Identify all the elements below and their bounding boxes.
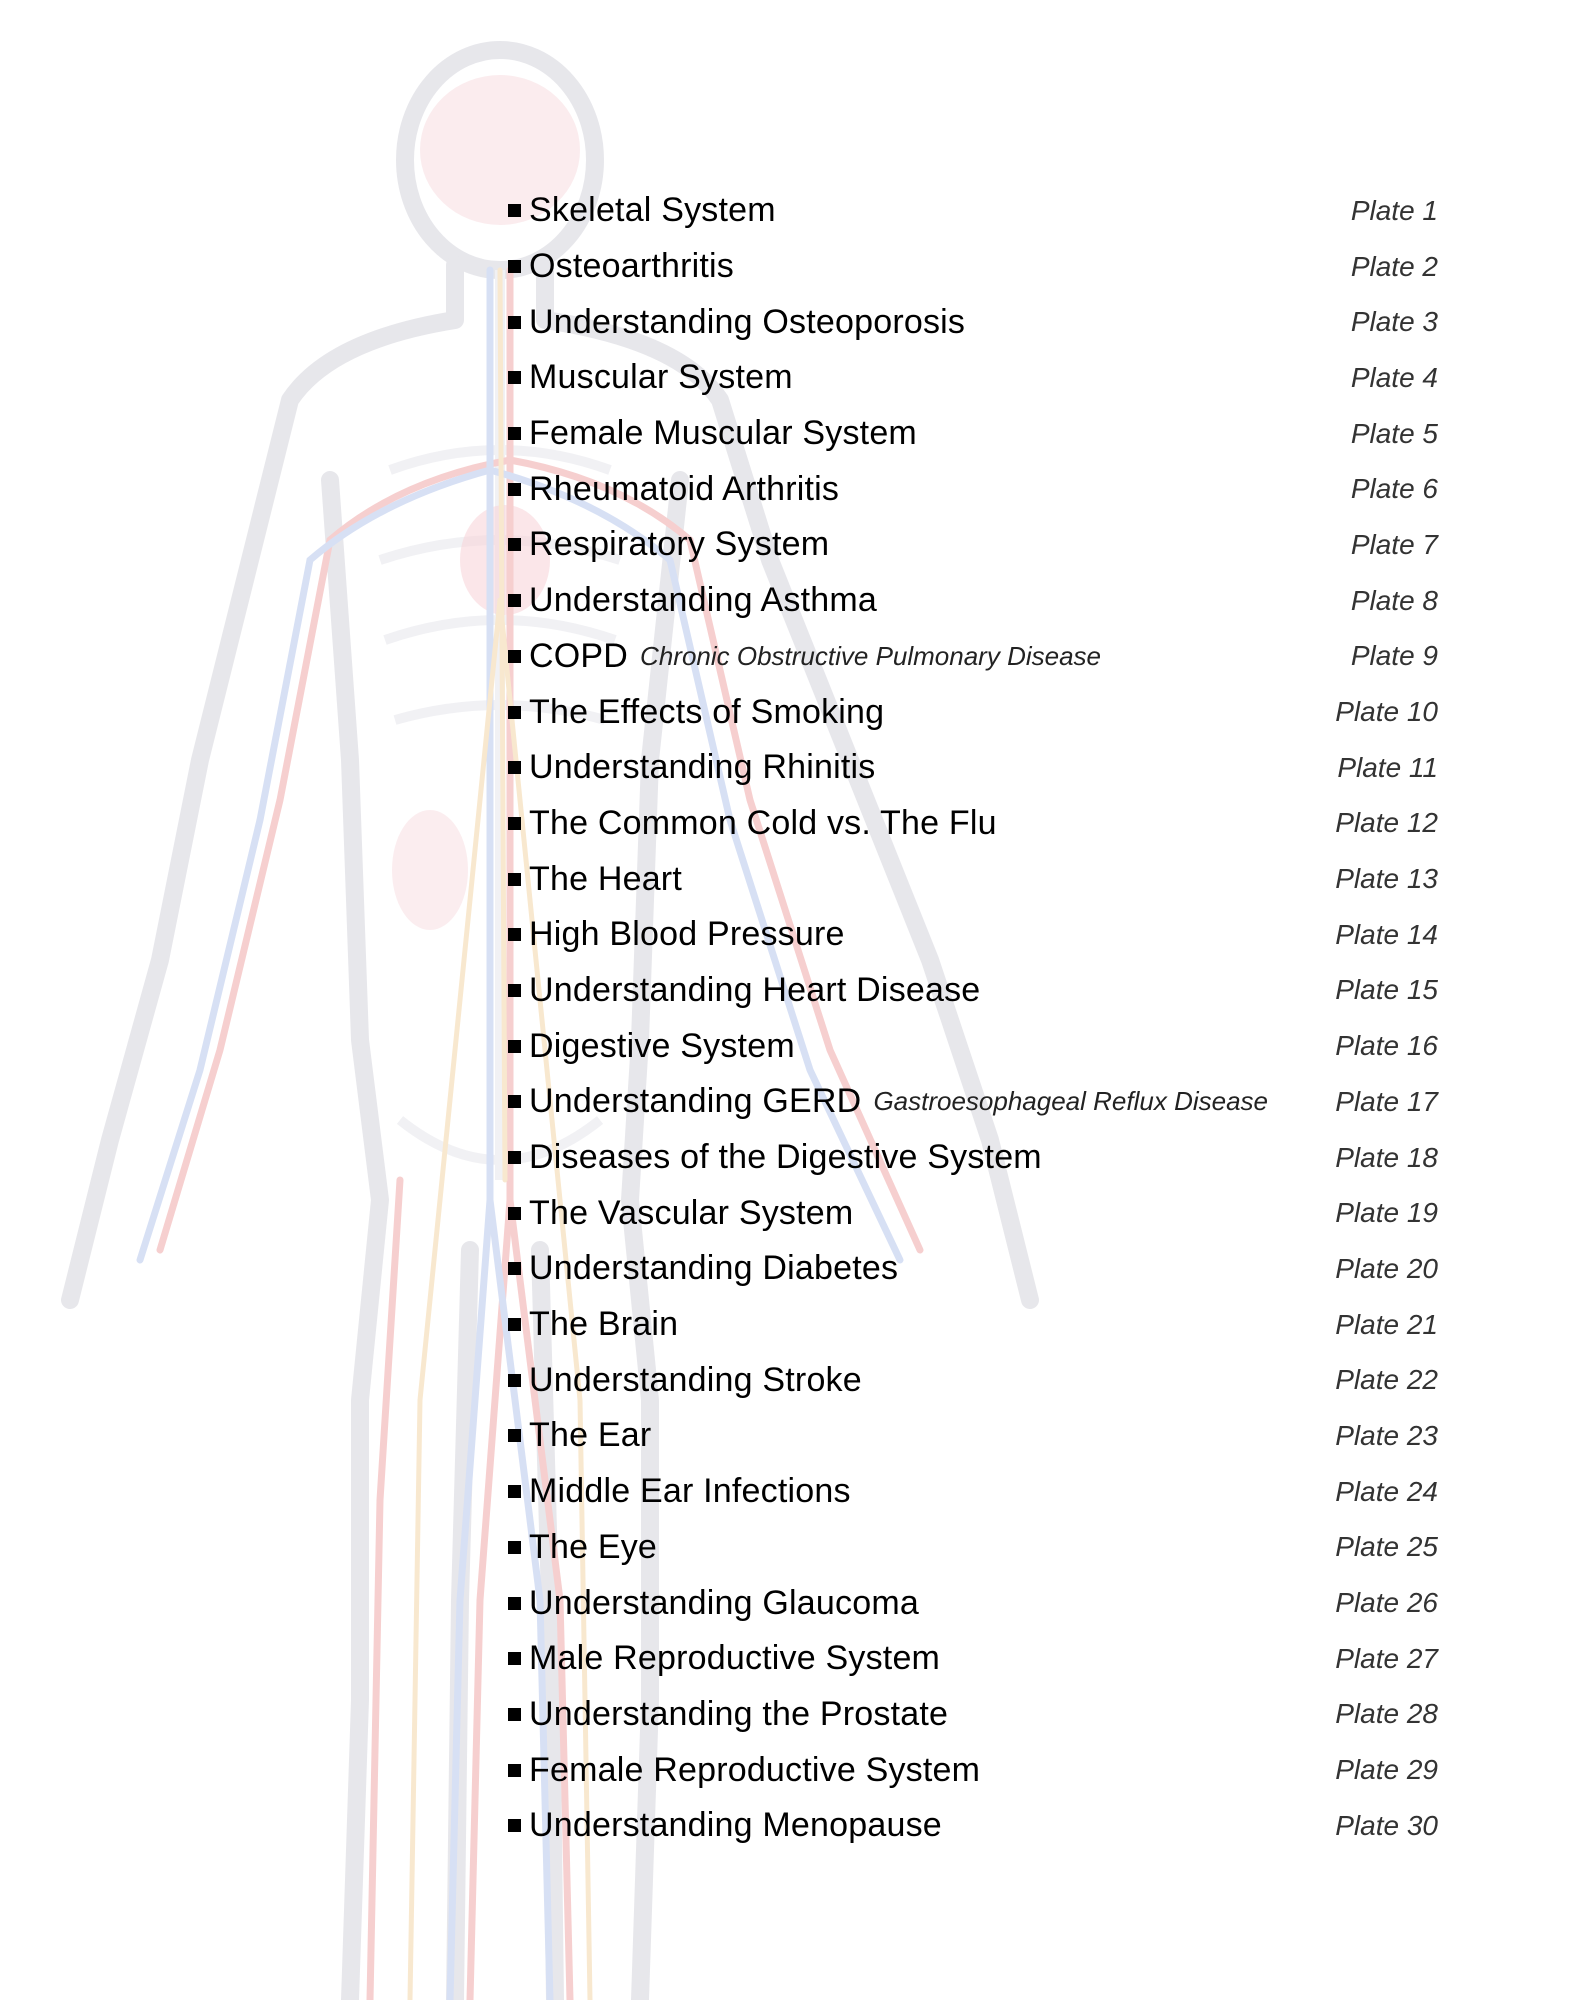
bullet-square-icon — [508, 1374, 521, 1387]
entry-title: Rheumatoid Arthritis — [529, 469, 840, 508]
entry-title: Diseases of the Digestive System — [529, 1138, 1042, 1177]
plate-number: Plate 7 — [1350, 528, 1438, 560]
plate-number: Plate 27 — [1335, 1642, 1438, 1674]
bullet-square-icon — [508, 1708, 521, 1721]
bullet-square-icon — [508, 1318, 521, 1331]
plate-number: Plate 2 — [1350, 250, 1438, 282]
bullet-square-icon — [508, 1262, 521, 1275]
toc-entry — [508, 1074, 1438, 1130]
entry-title: Understanding Osteoporosis — [529, 302, 966, 341]
toc-entry — [508, 1130, 1438, 1186]
plate-number: Plate 6 — [1350, 473, 1438, 505]
plate-number: Plate 5 — [1350, 417, 1438, 449]
entry-title: Digestive System — [529, 1026, 795, 1065]
bullet-square-icon — [508, 427, 521, 440]
bullet-square-icon — [508, 1652, 521, 1665]
toc-entry — [508, 1575, 1438, 1631]
bullet-square-icon — [508, 984, 521, 997]
toc-entry — [508, 1631, 1438, 1687]
bullet-square-icon — [508, 817, 521, 830]
entry-title: Muscular System — [529, 358, 793, 397]
entry-title: Understanding Menopause — [529, 1806, 942, 1845]
bullet-square-icon — [508, 650, 521, 663]
plate-number: Plate 25 — [1335, 1531, 1438, 1563]
bullet-square-icon — [508, 316, 521, 329]
toc-entry — [508, 183, 1438, 239]
plate-number: Plate 4 — [1350, 361, 1438, 393]
bullet-square-icon — [508, 1429, 521, 1442]
bullet-square-icon — [508, 1764, 521, 1777]
plate-number: Plate 28 — [1335, 1698, 1438, 1730]
plate-number: Plate 16 — [1335, 1030, 1438, 1062]
entry-title: The Brain — [529, 1305, 679, 1344]
entry-title: Understanding Glaucoma — [529, 1583, 919, 1622]
bullet-square-icon — [508, 1151, 521, 1164]
entry-title: Understanding Diabetes — [529, 1249, 899, 1288]
plate-number: Plate 24 — [1335, 1475, 1438, 1507]
plate-number: Plate 22 — [1335, 1364, 1438, 1396]
entry-title: Middle Ear Infections — [529, 1472, 851, 1511]
toc-entry — [508, 461, 1438, 517]
plate-number: Plate 8 — [1350, 584, 1438, 616]
entry-subtitle: Gastroesophageal Reflux Disease — [873, 1086, 1268, 1117]
toc-entry — [508, 1798, 1438, 1854]
bullet-square-icon — [508, 1095, 521, 1108]
plate-number: Plate 29 — [1335, 1754, 1438, 1786]
toc-entry — [508, 851, 1438, 907]
plate-number: Plate 26 — [1335, 1587, 1438, 1619]
plate-number: Plate 14 — [1335, 918, 1438, 950]
kidney-organ — [392, 810, 468, 930]
toc-entry — [508, 1464, 1438, 1520]
plate-number: Plate 12 — [1335, 807, 1438, 839]
entry-title: Understanding GERD — [529, 1082, 862, 1121]
entry-title: The Ear — [529, 1416, 652, 1455]
toc-entry — [508, 629, 1438, 685]
plate-number: Plate 19 — [1335, 1197, 1438, 1229]
plate-number: Plate 3 — [1350, 306, 1438, 338]
toc-entry — [508, 573, 1438, 629]
plate-number: Plate 15 — [1335, 974, 1438, 1006]
plate-number: Plate 9 — [1350, 640, 1438, 672]
toc-entry — [508, 1018, 1438, 1074]
entry-title: Understanding Rhinitis — [529, 748, 876, 787]
entry-title: The Effects of Smoking — [529, 692, 885, 731]
bullet-square-icon — [508, 761, 521, 774]
entry-title: Skeletal System — [529, 191, 776, 230]
entry-subtitle: Chronic Obstructive Pulmonary Disease — [640, 640, 1102, 671]
bullet-square-icon — [508, 260, 521, 273]
entry-title: The Vascular System — [529, 1193, 854, 1232]
bullet-square-icon — [508, 928, 521, 941]
entry-title: Male Reproductive System — [529, 1639, 941, 1678]
entry-title: Understanding Heart Disease — [529, 970, 981, 1009]
entry-title: Female Muscular System — [529, 414, 917, 453]
bullet-square-icon — [508, 204, 521, 217]
bullet-square-icon — [508, 1040, 521, 1053]
toc-entry — [508, 907, 1438, 963]
bullet-square-icon — [508, 538, 521, 551]
plate-number: Plate 13 — [1335, 863, 1438, 895]
bullet-square-icon — [508, 371, 521, 384]
entry-title: COPD — [529, 636, 629, 675]
plate-number: Plate 30 — [1335, 1809, 1438, 1841]
toc-entry — [508, 294, 1438, 350]
bullet-square-icon — [508, 483, 521, 496]
bullet-square-icon — [508, 1207, 521, 1220]
toc-entry — [508, 963, 1438, 1019]
plate-number: Plate 20 — [1335, 1252, 1438, 1284]
entry-title: The Common Cold vs. The Flu — [529, 803, 997, 842]
entry-title: The Heart — [529, 859, 682, 898]
plate-number: Plate 18 — [1335, 1141, 1438, 1173]
toc-entry — [508, 684, 1438, 740]
bullet-square-icon — [508, 706, 521, 719]
table-of-contents — [508, 183, 1438, 1854]
entry-title: Understanding Stroke — [529, 1360, 862, 1399]
entry-title: Respiratory System — [529, 525, 830, 564]
entry-title: Understanding the Prostate — [529, 1694, 949, 1733]
plate-number: Plate 1 — [1350, 194, 1438, 226]
plate-number: Plate 11 — [1337, 751, 1438, 783]
plate-number: Plate 23 — [1335, 1419, 1438, 1451]
entry-title: Female Reproductive System — [529, 1750, 981, 1789]
bullet-square-icon — [508, 873, 521, 886]
plate-number: Plate 21 — [1335, 1308, 1438, 1340]
toc-entry — [508, 1241, 1438, 1297]
toc-entry — [508, 1297, 1438, 1353]
toc-entry — [508, 406, 1438, 462]
toc-entry — [508, 1687, 1438, 1743]
entry-title: High Blood Pressure — [529, 915, 845, 954]
toc-entry — [508, 350, 1438, 406]
bullet-square-icon — [508, 594, 521, 607]
toc-entry — [508, 1185, 1438, 1241]
entry-title: The Eye — [529, 1527, 658, 1566]
entry-title: Osteoarthritis — [529, 247, 734, 286]
toc-entry — [508, 740, 1438, 796]
toc-entry — [508, 239, 1438, 295]
bullet-square-icon — [508, 1819, 521, 1832]
bullet-square-icon — [508, 1541, 521, 1554]
plate-number: Plate 17 — [1335, 1085, 1438, 1117]
bullet-square-icon — [508, 1485, 521, 1498]
toc-entry — [508, 517, 1438, 573]
plate-number: Plate 10 — [1335, 696, 1438, 728]
bullet-square-icon — [508, 1597, 521, 1610]
toc-entry — [508, 796, 1438, 852]
toc-entry — [508, 1352, 1438, 1408]
toc-entry — [508, 1520, 1438, 1576]
entry-title: Understanding Asthma — [529, 581, 877, 620]
toc-entry — [508, 1742, 1438, 1798]
toc-entry — [508, 1408, 1438, 1464]
